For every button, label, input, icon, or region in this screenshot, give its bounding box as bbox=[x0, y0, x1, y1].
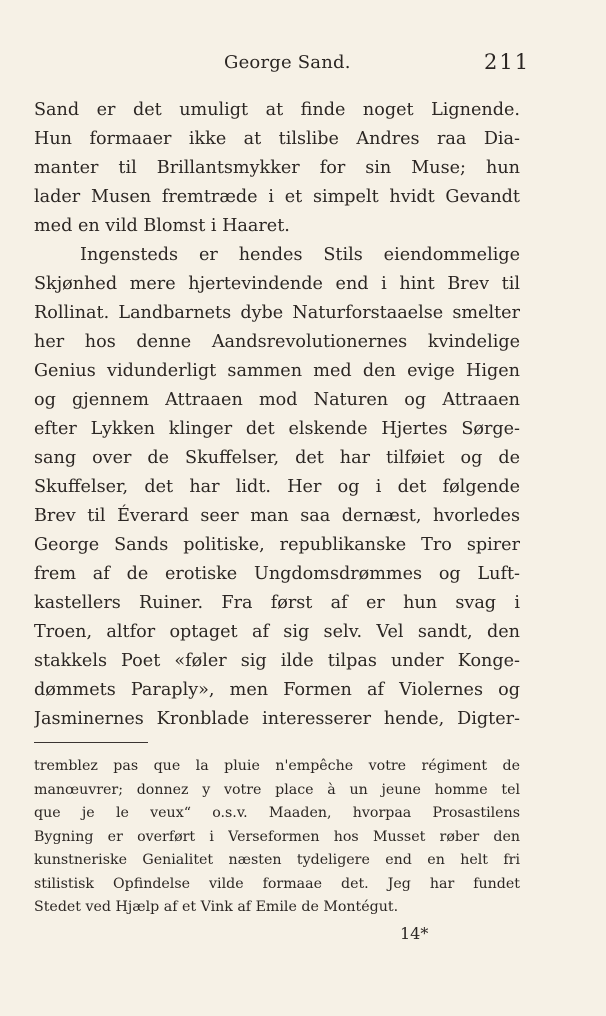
body-line: Jasminernes Kronblade interesserer hende, Digter- bbox=[34, 709, 520, 729]
body-line: Ingensteds er hendes Stils eiendommelige bbox=[80, 245, 520, 265]
footnote-line: tremblez pas que la pluie n'empêche votre régiment de bbox=[34, 758, 520, 774]
body-line: her hos denne Aandsrevolutionernes kvindelige bbox=[34, 332, 520, 352]
body-line: dømmets Paraply», men Formen af Violernes og bbox=[34, 680, 520, 700]
body-line: Rollinat. Landbarnets dybe Naturforstaaelse smelter bbox=[34, 303, 520, 323]
body-line: lader Musen fremtræde i et simpelt hvidt Gevandt bbox=[34, 187, 520, 207]
signature-mark: 14* bbox=[400, 924, 429, 943]
footnote bbox=[34, 755, 520, 920]
footnote-line: Bygning er overført i Verseformen hos Musset røber den bbox=[34, 828, 520, 845]
body-line: og gjennem Attraaen mod Naturen og Attraaen bbox=[34, 390, 520, 410]
body-line: Skuffelser, det har lidt. Her og i det følgende bbox=[34, 477, 520, 497]
running-head bbox=[0, 52, 606, 80]
running-title: George Sand. bbox=[224, 52, 351, 73]
body-line: efter Lykken klinger det elskende Hjertes Sørge- bbox=[34, 419, 520, 439]
footnote-line: que je le veux“ o.s.v. Maaden, hvorpaa Prosastilens bbox=[34, 805, 520, 821]
page-number: 211 bbox=[484, 50, 531, 74]
footnote-line: stilistisk Opfindelse vilde formaae det. Jeg har fundet bbox=[34, 875, 520, 892]
body-line: Genius vidunderligt sammen med den evige Higen bbox=[34, 361, 520, 381]
body-text bbox=[34, 96, 520, 734]
body-line: frem af de erotiske Ungdomsdrømmes og Luft- bbox=[34, 564, 520, 584]
body-line: Sand er det umuligt at finde noget Lignende. bbox=[34, 100, 520, 120]
footnote-line: manœuvrer; donnez y votre place à un jeune homme tel bbox=[34, 781, 520, 798]
body-line: George Sands politiske, republikanske Tro spirer bbox=[34, 535, 520, 555]
body-line: stakkels Poet «føler sig ilde tilpas under Konge- bbox=[34, 651, 520, 671]
body-line: Brev til Éverard seer man saa dernæst, hvorledes bbox=[34, 506, 520, 526]
body-line: med en vild Blomst i Haaret. bbox=[34, 216, 290, 236]
footnote-line: kunstneriske Genialitet næsten tydeligere end en helt fri bbox=[34, 852, 520, 868]
footnote-rule bbox=[34, 742, 148, 743]
footnote-line: Stedet ved Hjælp af et Vink af Emile de Montégut. bbox=[34, 899, 399, 915]
body-line: kastellers Ruiner. Fra først af er hun svag i bbox=[34, 593, 520, 613]
body-line: manter til Brillantsmykker for sin Muse; hun bbox=[34, 158, 520, 178]
body-line: Troen, altfor optaget af sig selv. Vel sandt, den bbox=[34, 622, 520, 642]
body-line: Skjønhed mere hjertevindende end i hint Brev til bbox=[34, 274, 520, 294]
body-line: Hun formaaer ikke at tilslibe Andres raa Dia- bbox=[34, 129, 520, 149]
body-line: sang over de Skuffelser, det har tilføiet og de bbox=[34, 448, 520, 468]
